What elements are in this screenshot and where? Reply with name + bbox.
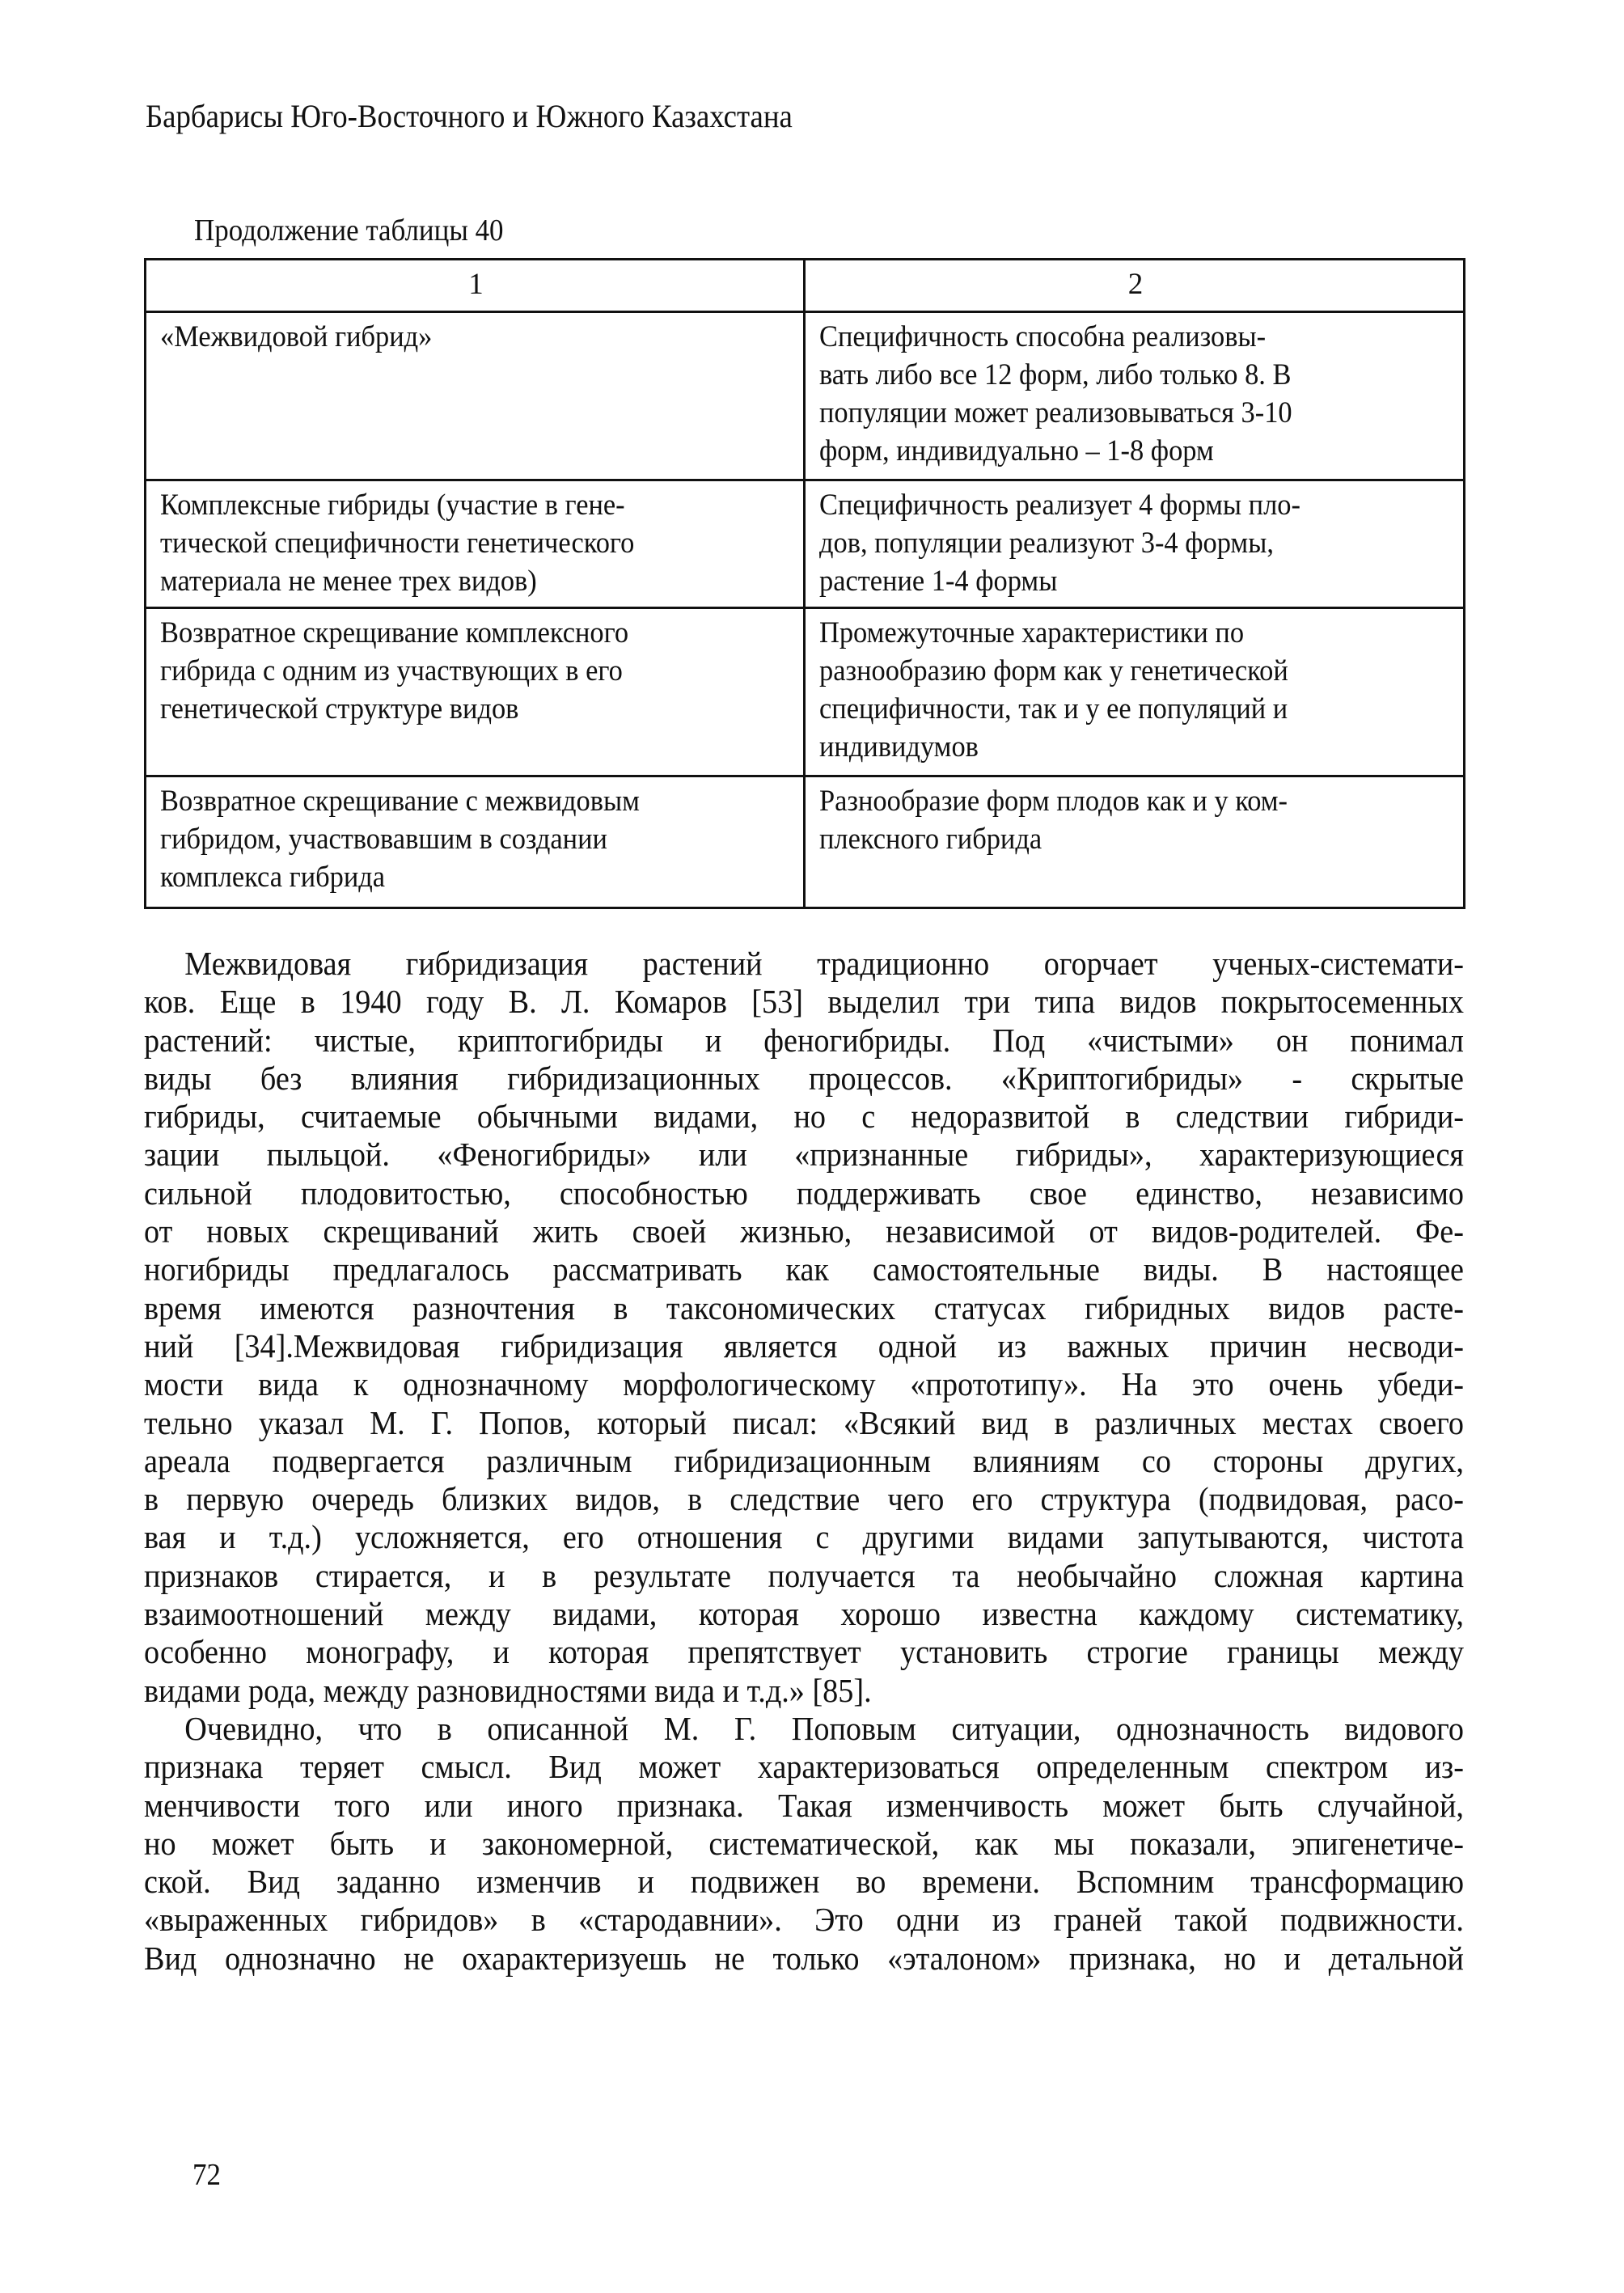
cell-text-line: Специфичность реализует 4 формы пло-	[819, 489, 1300, 522]
text-line: взаимоотношений между видами, которая хорошо известна каждому систематику,	[144, 1595, 1464, 1633]
cell-characteristics	[805, 608, 1465, 776]
text-line: виды без влияния гибридизационных процессов. «Криптогибриды» - скрытые	[144, 1059, 1464, 1097]
cell-text-line: дов, популяции реализуют 3-4 формы,	[819, 527, 1274, 560]
text-line: сильной плодовитостью, способностью поддерживать свое единство, независимо	[144, 1174, 1464, 1212]
cell-text-line: Комплексные гибриды (участие в гене-	[160, 489, 625, 522]
cell-text-line: материала не менее трех видов)	[160, 565, 537, 598]
text-line: «выраженных гибридов» в «стародавнии». Это одни из граней такой подвижности.	[144, 1901, 1464, 1939]
text-line: менчивости того или иного признака. Такая изменчивость может быть случайной,	[144, 1786, 1464, 1824]
column-header: 1	[146, 260, 805, 312]
cell-text-line: гибрида с одним из участвующих в его	[160, 654, 623, 687]
cell-text-line: тической специфичности генетического	[160, 527, 635, 560]
table-row	[146, 776, 1465, 908]
cell-text-line: плексного гибрида	[819, 823, 1042, 856]
cell-text-line: растение 1-4 формы	[819, 565, 1058, 598]
cell-hybrid-type	[146, 776, 805, 908]
text-line: в первую очередь близких видов, в следствие чего его структура (подвидовая, расо-	[144, 1480, 1464, 1518]
text-line: особенно монографу, и которая препятствует установить строгие границы между	[144, 1633, 1464, 1671]
text-line: гибриды, считаемые обычными видами, но с недоразвитой в следствии гибриди-	[144, 1098, 1464, 1136]
cell-text-line: комплекса гибрида	[160, 861, 386, 894]
cell-hybrid-type	[146, 608, 805, 776]
cell-text-line: вать либо все 12 форм, либо только 8. В	[819, 358, 1292, 391]
cell-characteristics	[805, 776, 1465, 908]
table-row	[146, 312, 1465, 480]
table-caption: Продолжение таблицы 40	[194, 214, 504, 247]
cell-text-line: разнообразию форм как у генетической	[819, 654, 1288, 687]
cell-text-line: индивидумов	[819, 730, 979, 764]
paragraph	[144, 945, 1464, 1710]
text-line: ков. Еще в 1940 году В. Л. Комаров [53] выделил три типа видов покрытосеменных	[144, 983, 1464, 1021]
text-line: но может быть и закономерной, систематической, как мы показали, эпигенетиче-	[144, 1824, 1464, 1862]
text-line: Межвидовая гибридизация растений традиционно огорчает ученых-системати-	[184, 945, 1464, 982]
text-line: мости вида к однозначному морфологическому «прототипу». На это очень убеди-	[144, 1365, 1464, 1403]
cell-text-line: Специфичность способна реализовы-	[819, 320, 1267, 353]
text-line: вая и т.д.) усложняется, его отношения с другими видами запутываются, чистота	[144, 1518, 1464, 1556]
column-header: 2	[805, 260, 1465, 312]
cell-text-line: форм, индивидуально – 1-8 форм	[819, 434, 1214, 467]
text-line: Очевидно, что в описанной М. Г. Поповым ситуации, однозначность видового	[184, 1709, 1464, 1747]
text-line: от новых скрещиваний жить своей жизнью, независимой от видов-родителей. Фе-	[144, 1212, 1464, 1250]
cell-characteristics	[805, 312, 1465, 480]
data-table	[144, 258, 1465, 909]
text-line: ногибриды предлагалось рассматривать как самостоятельные виды. В настоящее	[144, 1250, 1464, 1288]
running-head: Барбарисы Юго-Восточного и Южного Казахстана	[146, 98, 793, 134]
cell-characteristics	[805, 480, 1465, 608]
text-line: ареала подвергается различным гибридизационным влияниям со стороны других,	[144, 1441, 1464, 1479]
text-line: растений: чистые, криптогибриды и феногибриды. Под «чистыми» он понимал	[144, 1021, 1464, 1059]
table-header-row	[146, 260, 1465, 312]
text-line: признаков стирается, и в результате получается та необычайно сложная картина	[144, 1556, 1464, 1594]
body-text	[144, 945, 1464, 1978]
text-line: зации пыльцой. «Феногибриды» или «признанные гибриды», характеризующиеся	[144, 1136, 1464, 1174]
table-row	[146, 608, 1465, 776]
page-number: 72	[192, 2158, 221, 2192]
cell-text-line: Возвратное скрещивание с межвидовым	[160, 785, 640, 818]
table-row	[146, 480, 1465, 608]
cell-text-line: специфичности, так и у ее популяций и	[819, 692, 1288, 726]
text-line: время имеются разночтения в таксономических статусах гибридных видов расте-	[144, 1288, 1464, 1326]
cell-text-line: гибридом, участвовавшим в создании	[160, 823, 607, 856]
cell-text-line: «Межвидовой гибрид»	[160, 320, 433, 353]
cell-text-line: Разнообразие форм плодов как и у ком-	[819, 785, 1288, 818]
cell-hybrid-type	[146, 480, 805, 608]
cell-text-line: популяции может реализовываться 3-10	[819, 396, 1292, 429]
text-line: видами рода, между разновидностями вида и т.д.» [85].	[144, 1671, 872, 1709]
text-line: ний [34].Межвидовая гибридизация является одной из важных причин несводи-	[144, 1326, 1464, 1364]
cell-text-line: генетической структуре видов	[160, 692, 519, 726]
paragraph	[144, 1710, 1464, 1978]
text-line: признака теряет смысл. Вид может характеризоваться определенным спектром из-	[144, 1748, 1464, 1786]
cell-hybrid-type	[146, 312, 805, 480]
cell-text-line: Возвратное скрещивание комплексного	[160, 616, 629, 649]
text-line: тельно указал М. Г. Попов, который писал: «Всякий вид в различных местах своего	[144, 1403, 1464, 1441]
cell-text-line: Промежуточные характеристики по	[819, 616, 1245, 649]
text-line: Вид однозначно не охарактеризуешь не только «эталоном» признака, но и детальной	[144, 1939, 1464, 1977]
text-line: ской. Вид заданно изменчив и подвижен во времени. Вспомним трансформацию	[144, 1863, 1464, 1901]
